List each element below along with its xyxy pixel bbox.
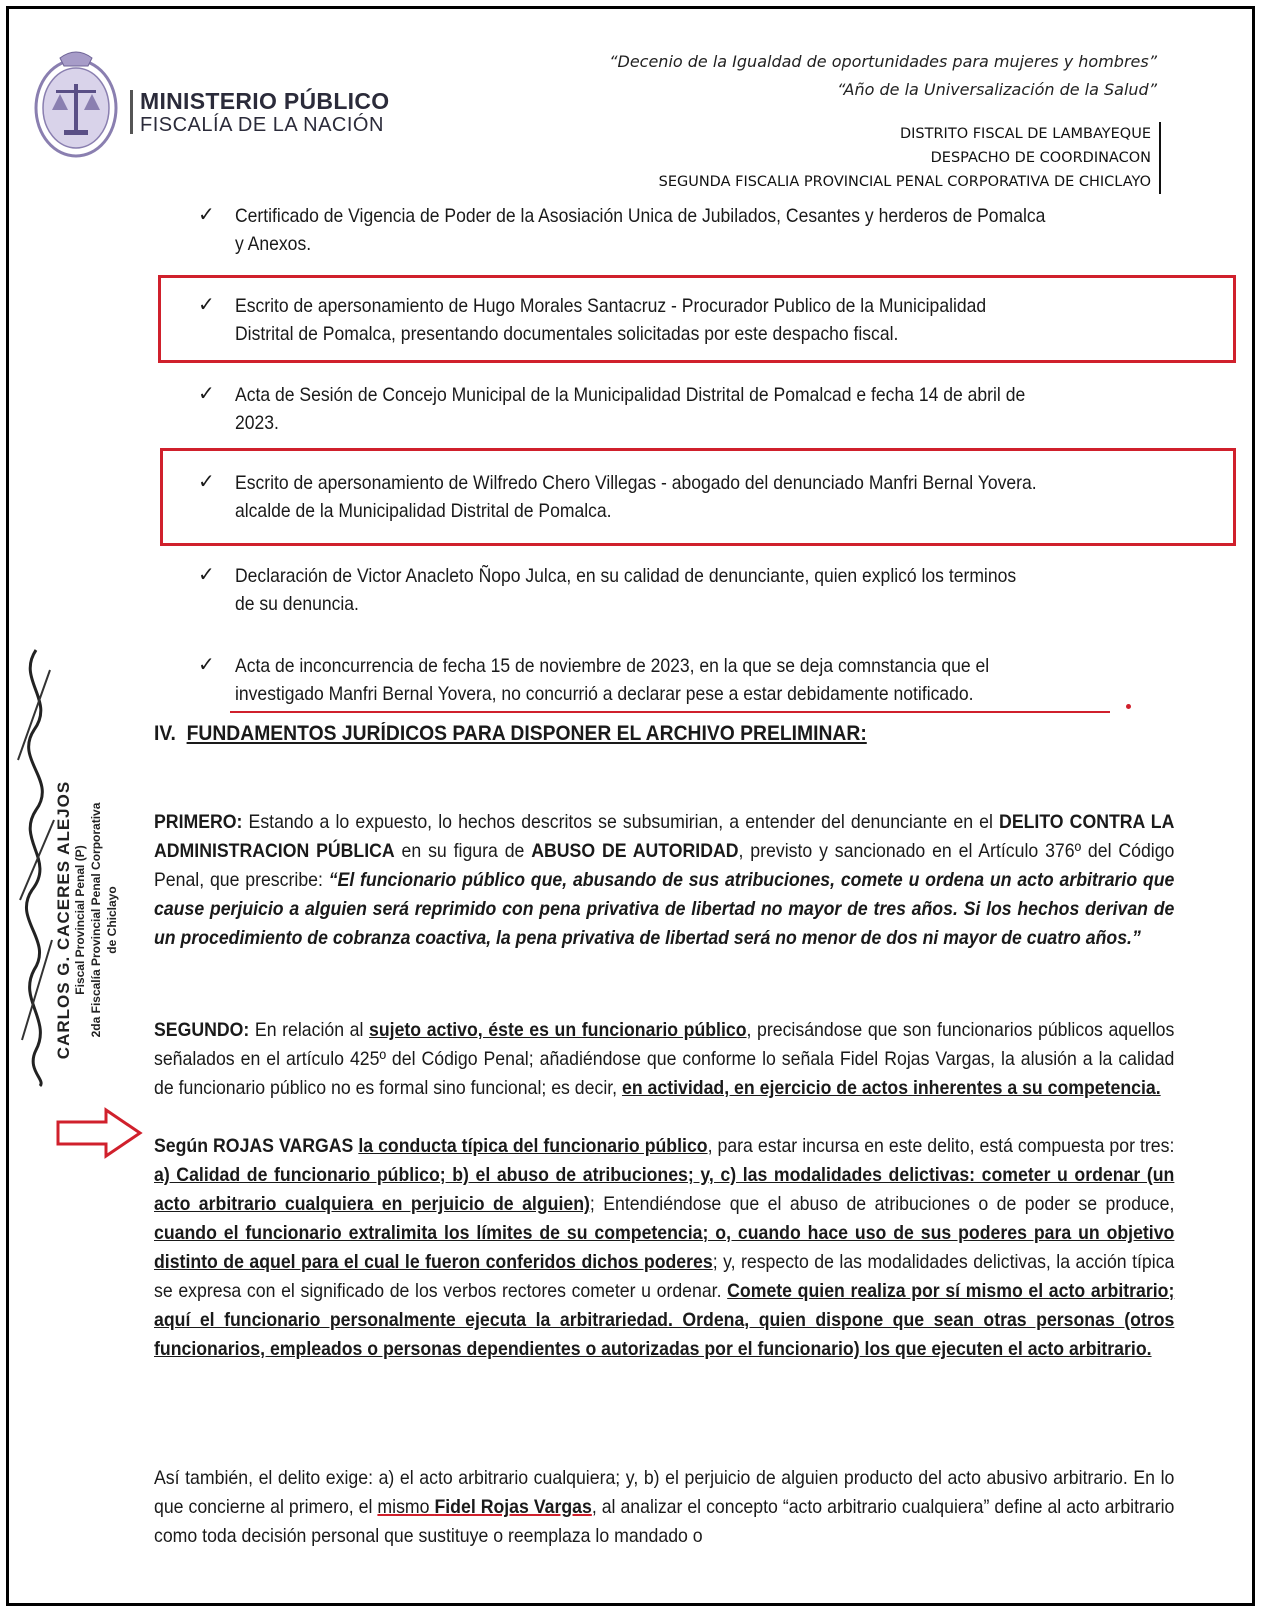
org-subtitle: FISCALÍA DE LA NACIÓN — [140, 114, 384, 136]
check-icon: ✓ — [198, 294, 215, 316]
decenio-line-2: “Año de la Universalización de la Salud” — [837, 80, 1157, 99]
paragraph-asi-tambien: Así también, el delito exige: a) el acto arbitrario cualquiera; y, b) el perjuicio de alguien producto del acto abusivo arbitrario. En lo que concierne al primero, el mismo Fidel Rojas Vargas, al analizar el concepto “acto arbitrario cualquiera” define al acto arbitrario como toda decisión personal que sustituye o reemplaza lo mandado o — [154, 1467, 1175, 1547]
paragraph-segundo: SEGUNDO: En relación al sujeto activo, éste es un funcionario público, precisándose que son funcionarios públicos aquellos señalados en el artículo 425º del Código Penal; añadiéndose que conforme lo señala Fidel Rojas Vargas, la alusión a la calidad de funcionario público no es formal sino funcional; es decir, en actividad, en ejercicio de actos inherentes a su competencia. — [154, 1019, 1175, 1099]
check-icon: ✓ — [198, 204, 215, 226]
list-item: Declaración de Victor Anacleto Ñopo Julca, en su calidad de denunciante, quien explicó los terminos de su denuncia. — [235, 565, 1017, 615]
distrito-line-3: SEGUNDA FISCALIA PROVINCIAL PENAL CORPORATIVA DE CHICLAYO — [658, 174, 1151, 190]
red-underline-fidel: mismo Fidel Rojas Vargas — [377, 1496, 592, 1518]
red-arrow-icon — [54, 1106, 144, 1160]
stamp-role-2: 2da Fiscalía Provincial Penal Corporativa — [89, 802, 103, 1038]
list-item: Certificado de Vigencia de Poder de la Asosiación Unica de Jubilados, Cesantes y herderos de Pomalca y Anexos. — [235, 205, 1046, 255]
check-icon: ✓ — [198, 564, 215, 586]
official-stamp — [56, 740, 120, 1100]
distrito-line-2: DESPACHO DE COORDINACON — [930, 150, 1151, 166]
list-item: Escrito de apersonamiento de Wilfredo Chero Villegas - abogado del denunciado Manfri Bernal Yovera. alcalde de la Municipalidad Distrital de Pomalca. — [235, 472, 1037, 522]
distrito-block — [659, 122, 1161, 194]
check-icon: ✓ — [198, 654, 215, 676]
decenio-motto — [609, 48, 1157, 104]
check-icon: ✓ — [198, 471, 215, 493]
stamp-name: CARLOS G. CACERES ALEJOS — [54, 780, 73, 1060]
org-name: MINISTERIO PÚBLICO — [140, 88, 390, 114]
paragraph-segun-rojas-vargas: Según ROJAS VARGAS la conducta típica del funcionario público, para estar incursa en este delito, está compuesta por tres: a) Calidad de funcionario público; b) el abuso de atribuciones; y, c) las modalidades delictivas: cometer u ordenar (un acto arbitrario cualquiera en perjuicio de alguien); Entendiéndose que el abuso de atribuciones o de poder se produce, cuando el funcionario extralimita los límites de su competencia; o, cuando hace uso de sus poderes para un objetivo distinto de aquel para el cual le fueron conferidos dichos poderes; y, respecto de las modalidades delictivas, la acción típica se expresa con el significado de los verbos rectores cometer u ordenar. Comete quien realiza por sí mismo el acto arbitrario; aquí el funcionario personalmente ejecuta la arbitrariedad. Ordena, quien dispone que sean otras personas (otros funcionarios, empleados o personas dependientes o autorizadas por el funcionario) los que ejecuten el acto arbitrario. — [154, 1135, 1175, 1360]
distrito-line-1: DISTRITO FISCAL DE LAMBAYEQUE — [899, 126, 1151, 142]
check-icon: ✓ — [198, 383, 215, 405]
ministerio-publico-seal-icon — [30, 44, 122, 164]
list-item: Escrito de apersonamiento de Hugo Morales Santacruz - Procurador Publico de la Municipalidad Distrital de Pomalca, presentando documentales solicitadas por este despacho fiscal. — [235, 295, 987, 345]
red-underline-inconcurrencia — [230, 711, 1110, 713]
org-divider — [130, 90, 133, 134]
stamp-role-3: de Chiclayo — [105, 886, 119, 954]
red-dot — [1126, 704, 1131, 709]
section-heading: IV. FUNDAMENTOS JURÍDICOS PARA DISPONER EL ARCHIVO PRELIMINAR: — [154, 722, 867, 745]
organization-block — [140, 88, 389, 136]
list-item: Acta de Sesión de Concejo Municipal de la Municipalidad Distrital de Pomalcad e fecha 14 de abril de 2023. — [235, 384, 1026, 434]
paragraph-primero: PRIMERO: Estando a lo expuesto, lo hechos descritos se subsumirian, a entender del denunciante en el DELITO CONTRA LA ADMINISTRACION PÚBLICA en su figura de ABUSO DE AUTORIDAD, previsto y sancionado en el Artículo 376º del Código Penal, que prescribe: “El funcionario público que, abusando de sus atribuciones, comete u ordena un acto arbitrario que cause perjuicio a alguien será reprimido con pena privativa de libertad no mayor de tres años. Si los hechos derivan de un procedimiento de cobranza coactiva, la pena privativa de libertad será no menor de dos ni mayor de cuatro años.” — [154, 811, 1175, 949]
stamp-role-1: Fiscal Provincial Penal (P) — [73, 845, 87, 995]
decenio-line-1: “Decenio de la Igualdad de oportunidades para mujeres y hombres” — [609, 52, 1157, 71]
list-item: Acta de inconcurrencia de fecha 15 de noviembre de 2023, en la que se deja comnstancia que el investigado Manfri Bernal Yovera, no concurrió a declarar pese a estar debidamente notificado. — [235, 655, 990, 705]
